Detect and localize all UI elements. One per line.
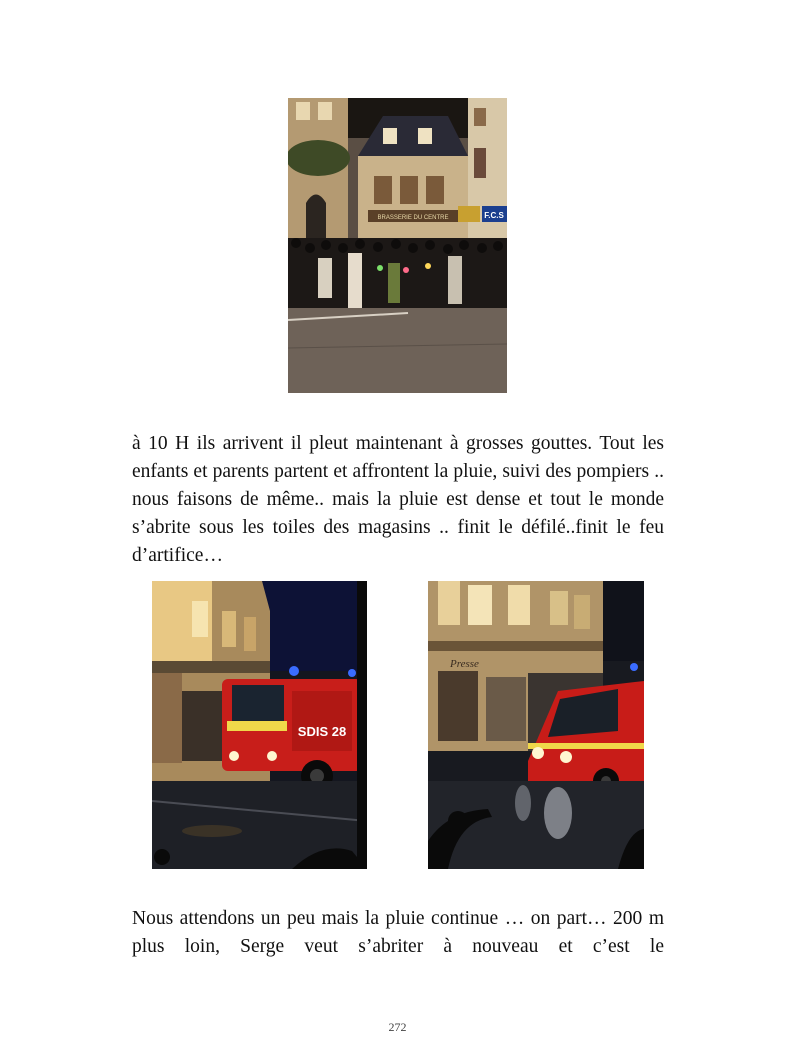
- truck-marking: SDIS 28: [297, 724, 347, 739]
- photo-fire-truck-right: [428, 581, 644, 869]
- photo-night-crowd: [288, 98, 507, 393]
- crowd-shop-sign: BRASSERIE DU CENTRE: [377, 215, 449, 221]
- wall-sign: Presse: [450, 658, 479, 670]
- body-paragraph-1: à 10 H ils arrivent il pleut maintenant à grosses gouttes. Tout les enfants et parents partent et affrontent la pluie, suivi des pompiers .. nous faisons de même.. mais la pluie est dense et tout le monde s’abrite sous les toiles des magasins .. finit le défilé..finit le feu d’artifice…: [132, 433, 664, 566]
- photo-fire-truck-left: [152, 581, 367, 869]
- page-number: 272: [388, 1020, 407, 1034]
- body-paragraph-2: Nous attendons un peu mais la pluie continue … on part… 200 m plus loin, Serge veut s’abriter à nouveau et c’est le: [132, 908, 664, 957]
- crowd-store-sign: F.C.S: [484, 211, 504, 220]
